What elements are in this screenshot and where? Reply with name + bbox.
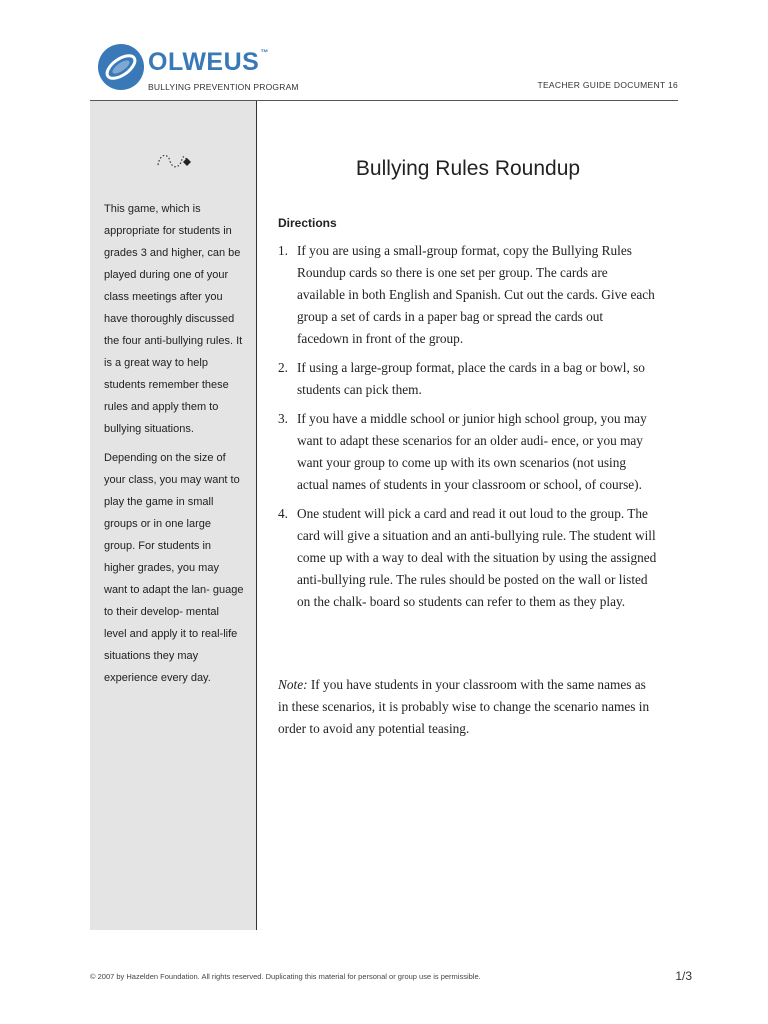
item-text: If using a large-group format, place the cards in a bag or bowl, so students can pick them. — [297, 360, 645, 397]
logo-globe-icon — [98, 44, 144, 90]
list-item — [278, 357, 658, 401]
item-text: If you are using a small-group format, copy the Bullying Rules Roundup cards so there is one set per group. The cards are available in both English and Spanish. Cut out the cards. Give each group a set of cards in a paper bag or spread the cards out facedown in front of the group. — [297, 243, 655, 346]
list-item — [278, 240, 658, 350]
sidebar-text — [104, 198, 244, 696]
item-number: 2. — [278, 360, 288, 375]
dotted-path-arrow-icon — [154, 149, 194, 173]
page-header — [90, 40, 678, 101]
sidebar — [90, 101, 257, 930]
list-item — [278, 503, 658, 613]
olweus-logo — [98, 44, 298, 94]
sidebar-paragraph: Depending on the size of your class, you may want to play the game in small groups or in one large group. For students in higher grades, you may want to adapt the lan- guage to their develop- mental level and apply it to real-life situations they may experience every day. — [104, 452, 244, 684]
directions-list — [278, 240, 658, 620]
item-number: 1. — [278, 243, 288, 258]
item-text: One student will pick a card and read it out loud to the group. The card will give a situation and an anti-bullying rule. The student will come up with a way to deal with the situation by using the assigned anti-bullying rule. The rules should be posted on the wall or listed on the chalk- board so students can refer to them as they play. — [297, 506, 657, 609]
document-label: TEACHER GUIDE DOCUMENT 16 — [537, 80, 678, 90]
item-text: If you have a middle school or junior high school group, you may want to adapt these scenarios for an older audi- ence, or you may want your group to come up with its own scenarios (not using actual names of students in your classroom or school, of course). — [297, 411, 647, 492]
list-item — [278, 408, 658, 496]
directions-heading: Directions — [278, 216, 337, 230]
note-label: Note: — [278, 677, 308, 692]
page-number: 1/3 — [675, 969, 692, 983]
page-title: Bullying Rules Roundup — [355, 157, 581, 180]
item-number: 4. — [278, 506, 288, 521]
note-paragraph — [278, 674, 658, 740]
copyright-footer: © 2007 by Hazelden Foundation. All rights reserved. Duplicating this material for personal or group use is permissible. — [90, 972, 481, 981]
sidebar-paragraph: This game, which is appropriate for students in grades 3 and higher, can be played during one of your class meetings after you have thoroughly discussed the four anti-bullying rules. It is a great way to help students remember these rules and apply them to bullying situations. — [104, 203, 243, 435]
note-text: If you have students in your classroom with the same names as in these scenarios, it is probably wise to change the scenario names in order to avoid any potential teasing. — [278, 677, 650, 736]
item-number: 3. — [278, 411, 288, 426]
logo-name: OLWEUS™ — [148, 48, 269, 76]
logo-subtitle: BULLYING PREVENTION PROGRAM — [148, 82, 299, 92]
